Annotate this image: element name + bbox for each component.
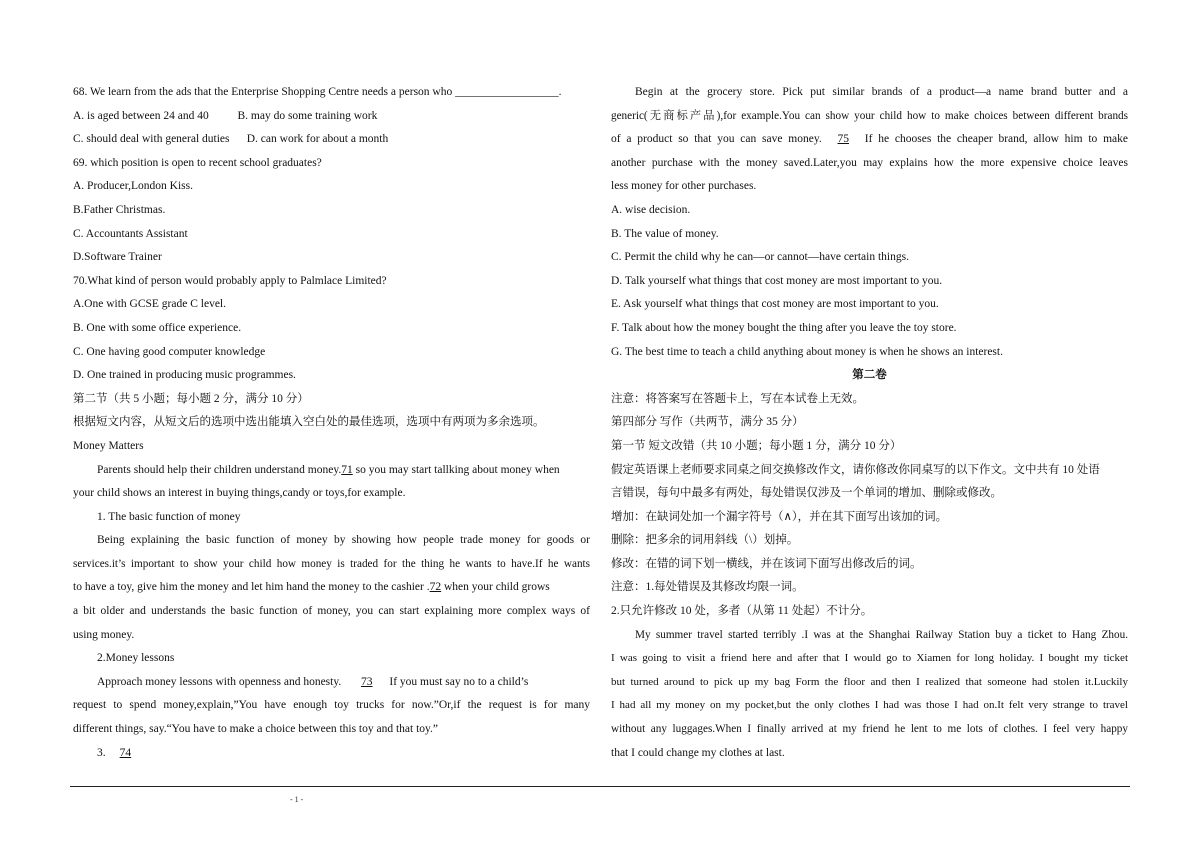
volume-2-title: 第二卷 [852, 369, 887, 382]
rule-add: 增加：在缺词处加一个漏字符号（∧），并在其下面写出该加的词。 [611, 510, 948, 523]
rule-delete: 删除：把多余的词用斜线（\）划掉。 [611, 534, 799, 547]
part-4-heading: 第四部分 写作（共两节，满分 35 分） [611, 416, 804, 429]
page-number: - 1 - [290, 795, 304, 804]
blank-75: 75 [837, 133, 849, 146]
blank-74: 74 [119, 746, 132, 759]
question-70: 70.What kind of person would probably apply to Palmlace Limited? [73, 274, 387, 287]
blank-73: 73 [360, 675, 373, 688]
note-limit: 2.只允许修改 10 处，多者（从第 11 处起）不计分。 [611, 605, 873, 618]
q69-option-a: A. Producer,London Kiss. [73, 180, 193, 193]
option-b: B. The value of money. [611, 227, 719, 240]
paragraph-2-line-4: a bit older and understands the basic function of money, you can start explaining more complex ways of [73, 605, 590, 618]
q68-options-cd: C. should deal with general duties D. can work for about a month [73, 133, 389, 146]
q70-option-c: C. One having good computer knowledge [73, 345, 266, 358]
blank-72: 72 [429, 581, 442, 594]
heading-2: 2.Money lessons [97, 652, 175, 665]
paragraph-3-line-2: request to spend money,explain,”You have enough toy trucks for now.”Or,if the request is for many [73, 699, 590, 712]
q69-option-b: B.Father Christmas. [73, 203, 166, 216]
q68-options-ab: A. is aged between 24 and 40 B. may do some training work [73, 109, 378, 122]
passage-title: Money Matters [73, 439, 144, 452]
heading-3: 3. 74 [73, 743, 590, 767]
paragraph-4-line-5: less money for other purchases. [611, 180, 757, 193]
blank-71: 71 [341, 463, 353, 476]
option-f: F. Talk about how the money bought the thing after you leave the toy store. [611, 321, 957, 334]
question-68: 68. We learn from the ads that the Enterprise Shopping Centre needs a person who __________________. [73, 86, 562, 98]
q69-option-d: D.Software Trainer [73, 251, 162, 264]
paragraph-4-line-2: generic(无商标产品),for example.You can show your child how to make choices between different brands [611, 109, 1128, 122]
section-1-heading: 第一节 短文改错（共 10 小题；每小题 1 分，满分 10 分） [611, 439, 902, 452]
paragraph-3-line-3: different things, say.“You have to make a choice between this toy and that toy.” [73, 723, 439, 736]
q70-option-a: A.One with GCSE grade C level. [73, 298, 226, 311]
section-2-heading: 第二节（共 5 小题；每小题 2 分，满分 10 分） [73, 392, 309, 405]
q70-option-b: B. One with some office experience. [73, 321, 242, 334]
left-column [73, 82, 590, 766]
option-e: E. Ask yourself what things that cost money are most important to you. [611, 298, 939, 311]
section-2-instructions: 根据短文内容，从短文后的选项中选出能填入空白处的最佳选项，选项中有两项为多余选项。 [73, 416, 545, 429]
rule-modify: 修改：在错的词下划一横线，并在该词下面写出修改后的词。 [611, 557, 922, 570]
paragraph-3-line-1: Approach money lessons with openness and honesty. 73 If you must say no to a child’s [97, 675, 529, 688]
task-line-2: 言错误，每句中最多有两处，每处错误仅涉及一个单词的增加、删除或修改。 [611, 487, 1002, 500]
option-d: D. Talk yourself what things that cost money are most important to you. [611, 274, 943, 287]
paragraph-2-line-5: using money. [73, 628, 135, 641]
option-g: G. The best time to teach a child anything about money is when he shows an interest. [611, 345, 1003, 358]
paragraph-1-line-2: your child shows an interest in buying things,candy or toys,for example. [73, 487, 406, 500]
q69-option-c: C. Accountants Assistant [73, 227, 188, 240]
option-c: C. Permit the child why he can—or cannot—have certain things. [611, 251, 909, 264]
footer-rule [70, 786, 1130, 787]
note-one-word: 注意：1.每处错误及其修改均限一词。 [611, 581, 804, 594]
essay-line-1: My summer travel started terribly .I was at the Shanghai Railway Station buy a ticket to Hang Zhou. [635, 628, 1128, 641]
option-a: A. wise decision. [611, 203, 691, 216]
essay-line-4: I had all my money on my pocket,but the only clothes I had was those I had on.It felt very strange to travel [611, 699, 1128, 712]
paragraph-2-line-1: Being explaining the basic function of money by showing how people trade money for goods or [97, 534, 590, 547]
note-answer-sheet: 注意：将答案写在答题卡上，写在本试卷上无效。 [611, 392, 864, 405]
task-line-1: 假定英语课上老师要求同桌之间交换修改作文，请你修改你同桌写的以下作文。文中共有 10 处语 [611, 463, 1100, 476]
right-column [611, 82, 1128, 766]
paragraph-2-line-3: to have a toy, give him the money and let him hand the money to the cashier .72 when your child grows [73, 581, 550, 594]
paragraph-4-line-3: of a product so that you can save money. 75 If he chooses the cheaper brand, allow him to make [611, 133, 1128, 146]
paragraph-4-line-4: another purchase with the money saved.Later,you may explains how the more expensive choice leaves [611, 156, 1128, 169]
q70-option-d: D. One trained in producing music programmes. [73, 369, 296, 382]
essay-line-5: without any luggages.When I finally arrived at my friend he lent to me lots of clothes. I feel very happy [611, 723, 1128, 736]
essay-line-6: that I could change my clothes at last. [611, 746, 785, 759]
paragraph-1-line-1: Parents should help their children understand money.71 so you may start tallking about money when [97, 463, 560, 476]
essay-line-3: but turned around to pick up my bag Form the floor and then I realized that someone had stolen it.Luckily [611, 675, 1128, 688]
heading-1: 1. The basic function of money [97, 510, 241, 523]
essay-line-2: I was going to visit a friend here and after that I would go to Xiamen for long holiday. I bought my ticket [611, 652, 1128, 665]
paragraph-4-line-1: Begin at the grocery store. Pick put similar brands of a product—a name brand butter and a [635, 86, 1128, 98]
question-69: 69. which position is open to recent school graduates? [73, 156, 322, 169]
paragraph-2-line-2: services.it’s important to show your child how money is traded for the thing he wants to have.If he wants [73, 557, 590, 570]
